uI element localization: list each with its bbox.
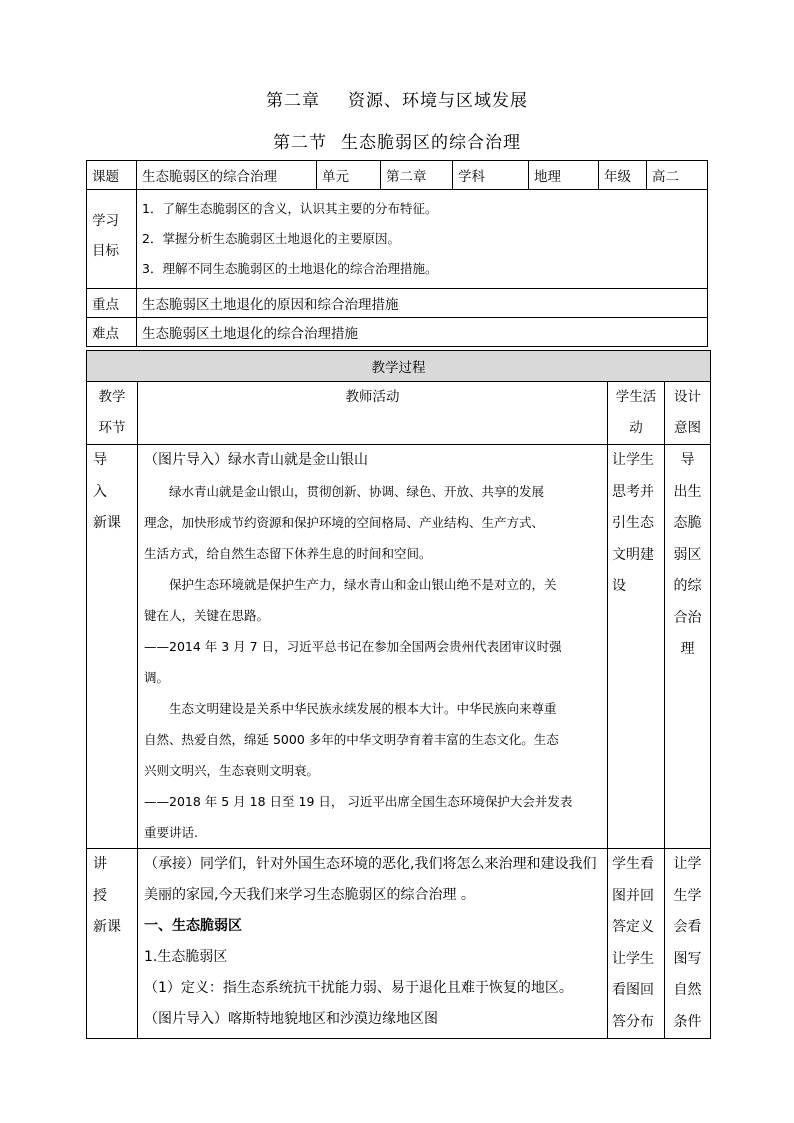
section-title: 生态脆弱区的综合治理 [341,133,521,153]
section-heading [0,128,794,153]
process-title: 教学过程 [87,351,711,382]
design-intent-lecture [665,849,711,1039]
text-line: （图片导入）喀斯特地貌地区和沙漠边缘地区图 [144,1011,438,1027]
info-row-key [87,289,708,318]
goal-item: 3．理解不同生态脆弱区的土地退化的综合治理措施。 [142,261,438,276]
stage-line: 导 入 [93,452,121,500]
col-teacher-header: 教师活动 [138,382,608,445]
info-row-topic [87,161,708,190]
student-line: 设 [612,578,626,594]
info-row-goals [87,190,708,289]
chapter-title: 资源、环境与区域发展 [348,91,528,111]
section-subheading: 一、生态脆弱区 [144,918,242,934]
design-line: 出生 [673,483,702,500]
col-design-line: 设计 [674,389,701,405]
text-line: 理念，加快形成节约资源和保护环境的空间格局、产业结构、生产方式、 [144,515,545,530]
process-title-row [87,351,711,382]
design-line: 理 [680,641,695,657]
topic-value: 生态脆弱区的综合治理 [137,161,317,190]
goals-label-line-2: 目标 [92,243,119,259]
design-line: 条件 [673,1013,702,1030]
stage-intro [87,445,138,849]
text-line: （1）定义：指生态系统抗干扰能力弱、易于退化且难于恢复的地区。 [144,980,573,996]
stage-line: 新课 [93,515,121,531]
process-row-lecture [87,849,711,1039]
info-row-difficult [87,318,708,347]
stage-lecture [87,849,138,1039]
design-line: 让学 [673,856,702,872]
process-row-intro [87,445,711,849]
goal-item: 2．掌握分析生态脆弱区土地退化的主要原因。 [142,231,400,246]
col-student-header [608,382,665,445]
design-line: 生学 [673,887,702,904]
student-line: 引生态 [612,515,654,531]
stage-line: 讲 授 [93,856,121,904]
col-student-line: 学生活 [615,389,657,405]
stage-line: 新课 [93,919,121,935]
teacher-activity-lecture [138,849,608,1039]
goal-item: 1．了解生态脆弱区的含义，认识其主要的分布特征。 [142,201,438,216]
design-line: 导 [680,452,695,468]
student-line: 让学生 [612,452,654,468]
teaching-process-table [86,350,711,1039]
design-line: 弱区 [673,546,702,563]
design-line: 合治 [673,609,702,626]
chapter-number: 第二章 [266,91,320,111]
difficult-label: 难点 [87,318,137,347]
unit-value: 第二章 [381,161,453,190]
lesson-info-table [86,160,708,347]
goals-label [87,190,137,289]
text-line: 生活方式，给自然生态留下休养生息的时间和空间。 [144,546,432,561]
text-line: 保护生态环境就是保护生产力，绿水青山和金山银山绝不是对立的，关 [169,577,557,592]
design-intent-intro [665,445,711,849]
text-line: 绿水青山就是金山银山，贯彻创新、协调、绿色、开放、共享的发展 [169,484,545,499]
text-line: 调。 [144,670,170,685]
grade-value: 高二 [647,161,708,190]
col-stage-line: 环节 [98,420,126,436]
text-line: 1.生态脆弱区 [144,949,228,965]
col-stage-line: 教学 [98,389,126,405]
chapter-heading [0,86,794,111]
goals-label-line-1: 学习 [92,213,119,229]
text-line: 生态文明建设是关系中华民族永续发展的根本大计。中华民族向来尊重 [169,701,557,716]
text-line: 重要讲话. [144,825,198,840]
student-activity-intro [608,445,665,849]
topic-label: 课题 [87,161,137,190]
text-line: ——2014 年 3 月 7 日，习近平总书记在参加全国两会贵州代表团审议时强 [144,639,562,654]
key-label: 重点 [87,289,137,318]
key-value: 生态脆弱区土地退化的原因和综合治理措施 [137,289,708,318]
student-line: 让学生 [612,950,654,967]
text-line: 美丽的家园,今天我们来学习生态脆弱区的综合治理 。 [144,887,475,903]
process-header-row [87,382,711,445]
text-line: 兴则文明兴，生态衰则文明衰。 [144,763,320,778]
text-line: 键在人，关键在思路。 [144,608,270,623]
text-line: 自然、热爱自然，绵延 5000 多年的中华文明孕育着丰富的生态文化。生态 [144,732,559,747]
design-line: 图写 [673,950,702,967]
col-student-line: 动 [629,420,643,436]
design-line: 会看 [673,919,702,935]
text-line: （图片导入）绿水青山就是金山银山 [144,452,368,468]
student-line: 思考并 [612,483,654,500]
text-line: ——2018 年 5 月 18 日至 19 日， 习近平出席全国生态环境保护大会并发表 [144,794,573,809]
design-line: 的综 [673,578,702,594]
student-line: 答分布 [612,1013,654,1030]
subject-label: 学科 [453,161,529,190]
grade-label: 年级 [599,161,647,190]
student-line: 看图回 [612,982,654,998]
student-line: 文明建 [612,546,654,563]
goals-list [137,190,708,289]
design-line: 自然 [673,982,702,998]
col-design-line: 意图 [674,420,701,436]
unit-label: 单元 [317,161,381,190]
subject-value: 地理 [529,161,599,190]
col-design-header [665,382,711,445]
difficult-value: 生态脆弱区土地退化的综合治理措施 [137,318,708,347]
col-stage-header [87,382,138,445]
student-line: 图并回 [612,887,654,904]
section-number: 第二节 [273,133,327,153]
teacher-activity-intro [138,445,608,849]
text-line: （承接）同学们，针对外国生态环境的恶化,我们将怎么来治理和建设我们 [144,856,597,872]
design-line: 态脆 [673,515,702,531]
student-activity-lecture [608,849,665,1039]
student-line: 答定义 [612,919,654,935]
student-line: 学生看 [612,856,654,872]
